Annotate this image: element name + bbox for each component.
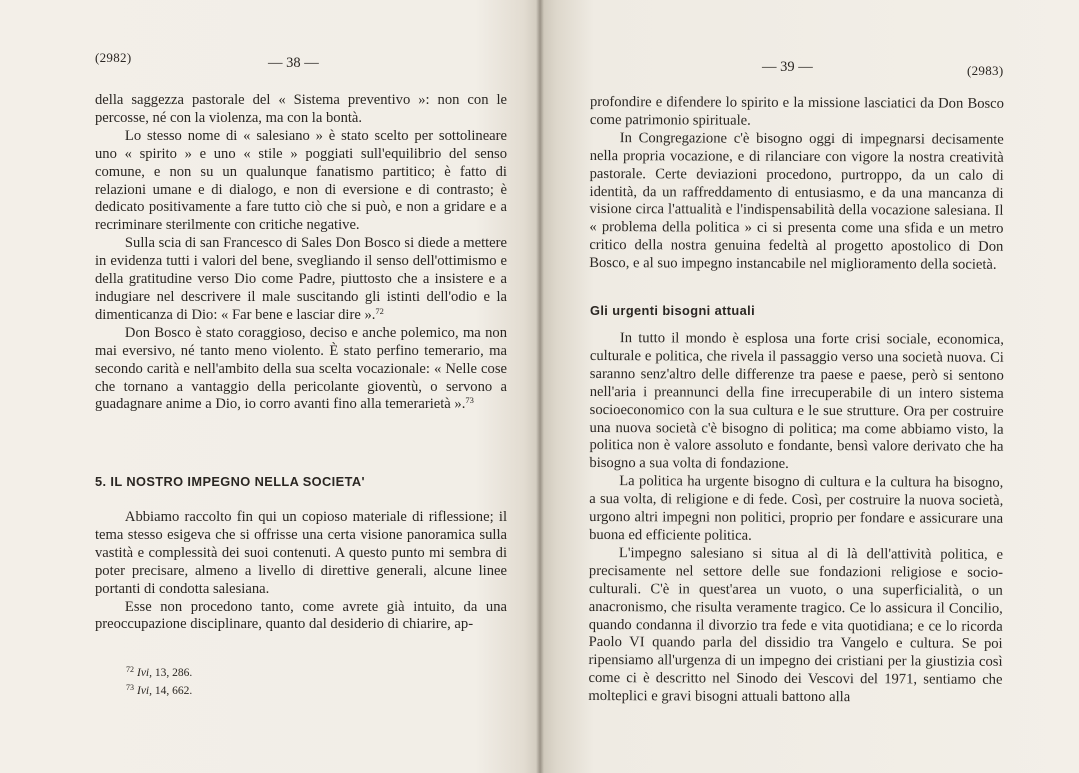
footnote: $^{73}$ Ivi, 14, 662. xyxy=(126,682,193,697)
paragraph: Abbiamo raccolto fin qui un copioso materiale di riflessione; il tema stesso esigeva che si offrisse una certa visione panoramica sulla vastità e complessità dei suoi contenuti. A questo punto mi sembra di poter precisare, almeno a livello di direttive generali, alcune linee portanti di condotta salesiana. xyxy=(95,509,507,597)
footnote-ref: 72 xyxy=(375,305,384,316)
paragraph: La politica ha urgente bisogno di cultura e la cultura ha bisogno, a sua volta, di religione e di fede. Così, per costruire la nuova società, urgono altri impegni non politici, proprio per fondare e assicurare una buona ed efficiente politica. xyxy=(589,473,1004,544)
paragraph: In Congregazione c'è bisogno oggi di impegnarsi decisamente nella propria vocazione, e di rilanciare con vigore la nostra creatività pastorale. Certe deviazioni procedono, purtroppo, da un calo di identità, da un raffreddamento di entusiasmo, e da una mancanza di visione circa l'attualità e l'indispensabilità della vocazione salesiana. Il « problema della politica » ci si presenta come una sfida e un metro critico della nostra genuina fedeltà al progetto apostolico di Don Bosco, e al suo impegno instancabile nel miglioramento della società. xyxy=(589,129,1004,273)
page-number: — 39 — xyxy=(762,59,813,75)
archive-number: (2982) xyxy=(95,50,132,65)
footnote: $^{72}$ Ivi, 13, 286. xyxy=(126,665,193,679)
body-text-top xyxy=(589,94,1004,275)
paragraph: L'impegno salesiano si situa al di là dell'attività politica, e precisamente nel settore delle sue fondazioni religiose e socio-culturali. C'è in quest'area un vuoto, o una superficialità, o un anacronismo, che risulta veramente tragico. Ce lo assicura il Concilio, quando condanna il divorzio tra fede e vita quotidiana; e ce lo ricorda Paolo VI quando parla del dissidio tra Vangelo e cultura. Se poi ripensiamo all'urgenza di un impegno dei cristiani per la giustizia così come ci è descritto nel Sinodo dei Vescovi del 1971, sentiamo che molteplici e gravi bisogni attuali battono alla xyxy=(588,545,1004,706)
footnote-ref: 73 xyxy=(465,395,474,406)
archive-number: (2983) xyxy=(967,63,1004,78)
body-text-bottom xyxy=(588,330,1004,708)
paragraph: Sulla scia di san Francesco di Sales Don Bosco si diede a mettere in evidenza tutti i valori del bene, svegliando il senso dell'ottimismo e della gratitudine verso Dio come Padre, piuttosto che a insistere e a indugiare nel descrivere il male suscitando gli istinti dell'odio e la dimenticanza di Dio: « Far bene e lasciar dire ».$^{72}$ xyxy=(95,235,507,323)
paragraph: Lo stesso nome di « salesiano » è stato scelto per sottolineare uno « spirito » e uno « stile » poggiati sull'equilibrio del senso comune, e non su un qualunque fanatismo partitico; è fatto di relazioni umane e di dialogo, e non di eversione e di contrasto; è dedicato positivamente a fare tutto ciò che si può, e non a gridare e a recriminare sterilmente con critiche negative. xyxy=(95,127,507,234)
book-gutter xyxy=(536,0,544,773)
paragraph: In tutto il mondo è esplosa una forte crisi sociale, economica, culturale e politica, che rivela il passaggio verso una società nuova. Ci saranno senz'altro delle differenze tra paese e paese, però si sentono nell'aria i preannunci della fine irrecuperabile di un intero sistema socioeconomico con la sua cultura e le sue strutture. Ora per costruire una nuova società c'è bisogno di politica; ma come abbiamo visto, la politica non è valore assoluto e fondante, bensì valore derivato che ha bisogno a sua volta di fondazione. xyxy=(589,330,1004,473)
paragraph: profondire e difendere lo spirito e la missione lasciatici da Don Bosco come patrimonio spirituale. xyxy=(589,94,1004,129)
section-title: 5. IL NOSTRO IMPEGNO NELLA SOCIETA' xyxy=(95,474,365,489)
footnotes xyxy=(126,663,192,698)
right-page xyxy=(540,0,1079,773)
body-text-top xyxy=(95,92,507,414)
paragraph: della saggezza pastorale del « Sistema preventivo »: non con le percosse, né con la violenza, ma con la bontà. xyxy=(95,92,507,126)
body-text-bottom xyxy=(95,509,507,634)
subsection-title: Gli urgenti bisogni attuali xyxy=(590,303,756,318)
page-number: — 38 — xyxy=(268,55,319,71)
paragraph: Esse non procedono tanto, come avrete già intuito, da una preoccupazione disciplinare, quanto dal desiderio di chiarire, ap- xyxy=(95,598,507,633)
paragraph: Don Bosco è stato coraggioso, deciso e anche polemico, ma non mai eversivo, né tanto meno violento. È stato perfino temerario, ma secondo carità e nell'ambito della sua scelta vocazionale: « Nelle cose che tornano a vantaggio della pericolante gioventù, o servono a guadagnare anime a Dio, io corro avanti fino alla temerarietà ».$^{73}$ xyxy=(95,324,507,413)
